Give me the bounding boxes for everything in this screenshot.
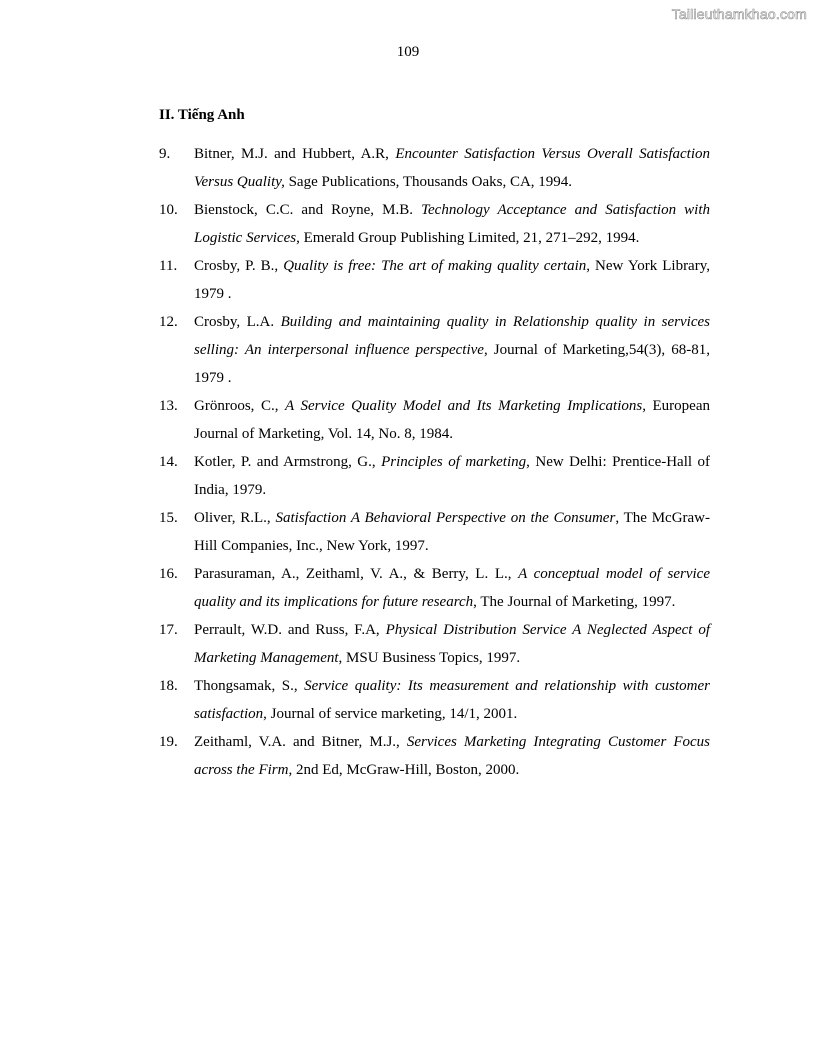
reference-details: , The McGraw-Hill Companies, Inc., New York, 1997. [194,510,711,554]
reference-authors: Crosby, P. B., [194,258,284,274]
reference-title: Quality is free: The art of making quality certain [283,258,587,274]
watermark: Tailieuthamkhao.com [671,6,807,22]
reference-number: 19. [159,734,178,750]
reference-title: A Service Quality Model and Its Marketing Implications [285,398,643,414]
reference-item [159,140,710,196]
reference-title: Principles of marketing [381,454,527,470]
reference-details: , New York Library, 1979 . [194,258,710,302]
reference-number: 11. [159,258,178,274]
section-heading: II. Tiếng Anh [159,107,245,123]
reference-details: , 2nd Ed, McGraw-Hill, Boston, 2000. [288,762,520,778]
reference-details: , Journal of Marketing,54(3), 68-81, 1979 . [194,342,710,386]
reference-list [159,140,710,784]
reference-number: 17. [159,622,178,638]
reference-number: 12. [159,314,178,330]
reference-details: , Emerald Group Publishing Limited, 21, 271–292, 1994. [296,230,640,246]
reference-authors: Bitner, M.J. and Hubbert, A.R, [194,146,396,162]
reference-number: 14. [159,454,178,470]
reference-authors: Perrault, W.D. and Russ, F.A, [194,622,386,638]
reference-item [159,196,710,252]
reference-title: Technology Acceptance and Satisfaction with Logistic Services [194,202,710,246]
reference-item [159,448,710,504]
reference-authors: Zeithaml, V.A. and Bitner, M.J., [194,734,407,750]
reference-authors: Kotler, P. and Armstrong, G., [194,454,382,470]
reference-item [159,308,710,392]
reference-number: 15. [159,510,178,526]
reference-item [159,560,710,616]
reference-authors: Bienstock, C.C. and Royne, M.B. [194,202,422,218]
reference-item [159,252,710,308]
reference-title: Service quality: Its measurement and relationship with customer satisfaction [194,678,710,722]
reference-number: 16. [159,566,178,582]
reference-item [159,728,710,784]
reference-details: Sage Publications, Thousands Oaks, CA, 1994. [284,174,573,190]
reference-details: , The Journal of Marketing, 1997. [473,594,676,610]
reference-title: Physical Distribution Service A Neglected Aspect of Marketing Management [194,622,710,666]
reference-title: Building and maintaining quality in Relationship quality in services selling: An interpersonal influence perspective [194,314,710,358]
reference-title: A conceptual model of service quality and its implications for future research [194,566,710,610]
reference-details: , MSU Business Topics, 1997. [338,650,521,666]
reference-title: Encounter Satisfaction Versus Overall Satisfaction Versus Quality, [194,146,711,190]
reference-details: , New Delhi: Prentice-Hall of India, 1979. [194,454,711,498]
reference-number: 10. [159,202,178,218]
reference-authors: Oliver, R.L., [194,510,276,526]
reference-number: 18. [159,678,178,694]
reference-authors: Grönroos, C., [194,398,286,414]
reference-number: 13. [159,398,178,414]
reference-item [159,504,710,560]
reference-title: Services Marketing Integrating Customer Focus across the Firm [194,734,710,778]
reference-item [159,392,710,448]
reference-authors: Parasuraman, A., Zeithaml, V. A., & Berry, L. L., [194,566,519,582]
reference-authors: Crosby, L.A. [194,314,281,330]
reference-authors: Thongsamak, S., [194,678,305,694]
reference-item [159,672,710,728]
page-number: 109 [396,44,420,60]
reference-title: Satisfaction A Behavioral Perspective on the Consumer [275,510,616,526]
reference-details: , Journal of service marketing, 14/1, 2001. [263,706,518,722]
reference-item [159,616,710,672]
reference-details: , European Journal of Marketing, Vol. 14, No. 8, 1984. [194,398,710,442]
reference-number: 9. [159,146,171,162]
